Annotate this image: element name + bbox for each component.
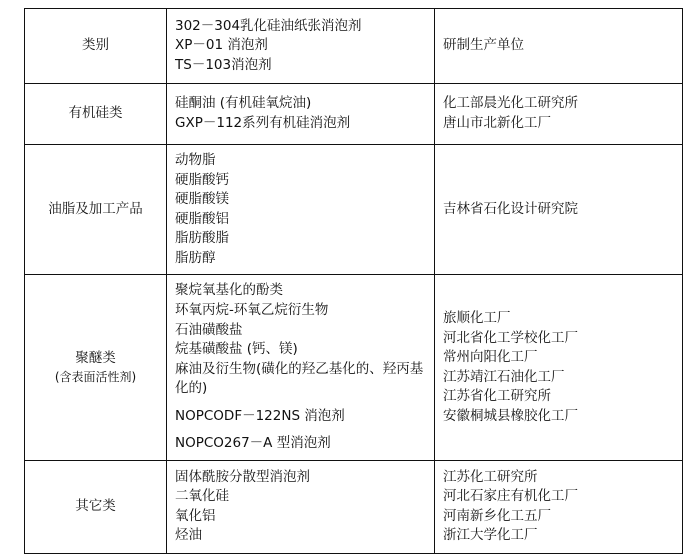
row-manufacturers: 江苏化工研究所 河北石家庄有机化工厂 河南新乡化工五厂 浙江大学化工厂 bbox=[435, 460, 683, 553]
table-row bbox=[25, 275, 683, 461]
table-row bbox=[25, 84, 683, 145]
spacer bbox=[175, 426, 426, 434]
row-category: 其它类 bbox=[25, 460, 167, 553]
table-row bbox=[25, 460, 683, 553]
row-products: 动物脂 硬脂酸钙 硬脂酸镁 硬脂酸铝 脂肪酸脂 脂肪醇 bbox=[167, 145, 435, 275]
row-category: 油脂及加工产品 bbox=[25, 145, 167, 275]
row-category: 聚醚类 (含表面活性剂) bbox=[25, 275, 167, 461]
spacer bbox=[175, 399, 426, 407]
row-products: 固体酰胺分散型消泡剂 二氧化硅 氧化铝 烃油 bbox=[167, 460, 435, 553]
row-manufacturers: 化工部晨光化工研究所 唐山市北新化工厂 bbox=[435, 84, 683, 145]
header-cell-category: 类别 bbox=[25, 9, 167, 84]
row-category: 有机硅类 bbox=[25, 84, 167, 145]
defoamer-products-table bbox=[24, 8, 683, 554]
header-cell-products: 302－304乳化硅油纸张消泡剂 XP－01 消泡剂 TS－103消泡剂 bbox=[167, 9, 435, 84]
row-products: 硅酮油 (有机硅氧烷油) GXP－112系列有机硅消泡剂 bbox=[167, 84, 435, 145]
table-header-row bbox=[25, 9, 683, 84]
row-manufacturers: 吉林省石化设计研究院 bbox=[435, 145, 683, 275]
row-manufacturers: 旅顺化工厂 河北省化工学校化工厂 常州向阳化工厂 江苏靖江石油化工厂 江苏省化工研究所 安徽桐城县橡胶化工厂 bbox=[435, 275, 683, 461]
table-row bbox=[25, 145, 683, 275]
row-products: 聚烷氧基化的酚类 环氧丙烷-环氧乙烷衍生物 石油磺酸盐 烷基磺酸盐 (钙、镁) 麻油及衍生物(磺化的羟乙基化的、羟丙基化的) NOPCODF－122NS 消泡剂 NOPCO267－A 型消泡剂 bbox=[167, 275, 435, 461]
header-cell-manufacturer: 研制生产单位 bbox=[435, 9, 683, 84]
